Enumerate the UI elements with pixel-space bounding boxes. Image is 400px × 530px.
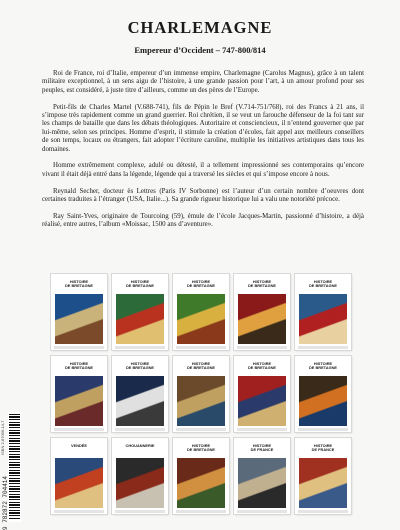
album-cover-footer: [54, 346, 104, 349]
album-cover-illustration: [299, 294, 347, 344]
album-cover: [173, 438, 229, 514]
album-cover-illustration: [238, 294, 286, 344]
album-cover-header: [234, 438, 290, 458]
album-cover-footer: [54, 510, 104, 513]
album-cover: [173, 356, 229, 432]
album-cover-footer: [298, 428, 348, 431]
album-cover-illustration: [116, 376, 164, 426]
isbn-text: ISBN 2-87096-14-7: [0, 420, 5, 455]
barcode: [8, 412, 21, 522]
album-series-label: HISTOIRE DE BRETAGNE: [308, 361, 338, 371]
paragraph-biography: Petit-fils de Charles Martel (V.688-741), fils de Pépin le Bref (V.714-751/768), roi des Francs à 21 ans, il s’impose très rapidement comme un grand guerrier. Roi chrétien, il se veut un farouche défenseur de la foi tant sur les champs de bataille que dans les débats théologiques. Autoritaire et consciencieux, il n’entend gouverner que par lui-même, selon ses principes. Homme d’esprit, il stimule la création d’écoles, fait appel aux meilleurs conseillers de son temps, locaux ou étrangers, fait adopter l’écriture caroline, multiplie les initiatives artistiques dans tous les domaines.: [42, 103, 364, 153]
page-title: CHARLEMAGNE: [127, 18, 273, 37]
album-series-label: HISTOIRE DE FRANCE: [311, 443, 335, 453]
album-cover: [51, 274, 107, 350]
album-series-label: HISTOIRE DE BRETAGNE: [247, 361, 277, 371]
album-cover-illustration: [177, 294, 225, 344]
album-cover-header: [112, 274, 168, 294]
album-cover-footer: [115, 346, 165, 349]
album-series-label: HISTOIRE DE BRETAGNE: [186, 279, 216, 289]
album-cover-header: [295, 274, 351, 294]
album-series-label: HISTOIRE DE BRETAGNE: [125, 361, 155, 371]
album-cover-header: [173, 274, 229, 294]
album-series-label: HISTOIRE DE BRETAGNE: [125, 279, 155, 289]
album-cover-footer: [115, 510, 165, 513]
album-cover-footer: [237, 346, 287, 349]
album-series-label: HISTOIRE DE BRETAGNE: [186, 361, 216, 371]
album-cover-header: [51, 274, 107, 294]
album-cover-header: [51, 438, 107, 458]
album-cover-header: [173, 356, 229, 376]
album-cover-illustration: [177, 376, 225, 426]
paragraph-legend: Homme extrêmement complexe, adulé ou détesté, il a tellement impressionné ses contemporains qu’encore vivant il était déjà entré dans la légende, légende qui a traversé les siècles et qui s’impose encore à nous.: [42, 162, 364, 178]
paragraph-author: Reynald Secher, docteur ès Lettres (Paris IV Sorbonne) est l’auteur d’un certain nombre d’oeuvres dont certaines traduites à l’étranger (USA, Italie...). Sa grande rigueur historique lui a valu une notoriété précoce.: [42, 187, 364, 204]
album-cover: [173, 274, 229, 350]
album-cover: [295, 438, 351, 514]
album-cover: [295, 356, 351, 432]
album-cover-illustration: [299, 376, 347, 426]
album-series-label: HISTOIRE DE BRETAGNE: [64, 361, 94, 371]
album-cover-footer: [176, 510, 226, 513]
album-cover-illustration: [177, 458, 225, 508]
album-cover: [112, 274, 168, 350]
album-cover: [295, 274, 351, 350]
album-cover-illustration: [238, 458, 286, 508]
album-cover-illustration: [55, 458, 103, 508]
album-cover-footer: [54, 428, 104, 431]
album-cover-header: [234, 356, 290, 376]
barcode-digits: 9 782872 704414: [2, 475, 9, 530]
album-cover-illustration: [55, 376, 103, 426]
album-cover-illustration: [116, 294, 164, 344]
album-cover-footer: [237, 510, 287, 513]
album-cover: [234, 438, 290, 514]
album-cover-header: [295, 356, 351, 376]
album-cover: [51, 356, 107, 432]
album-cover-illustration: [238, 376, 286, 426]
album-cover: [112, 438, 168, 514]
paragraph-illustrator: Ray Saint-Yves, originaire de Tourcoing (59), émule de l’école Jacques-Martin, passionné d’histoire, a déjà réalisé, entre autres, l’album «Moissac, 1500 ans d’aventure».: [42, 212, 364, 229]
album-cover-header: [51, 356, 107, 376]
album-cover-header: [295, 438, 351, 458]
album-cover-illustration: [55, 294, 103, 344]
album-cover-footer: [298, 510, 348, 513]
album-cover: [234, 356, 290, 432]
album-cover-header: [234, 274, 290, 294]
album-cover-footer: [176, 346, 226, 349]
album-cover-header: [112, 438, 168, 458]
album-cover: [112, 356, 168, 432]
album-cover-footer: [115, 428, 165, 431]
album-cover-illustration: [299, 458, 347, 508]
paragraph-intro: Roi de France, roi d’Italie, empereur d’un immense empire, Charlemagne (Carolus Magnus), grâce à un talent militaire exceptionnel, à un sens aigu de l’histoire, à une grande passion pour l’art, à un amour profond pour ses peuples, est considéré, à juste titre d’ailleurs, comme un des pères de l’Europe.: [42, 70, 364, 94]
album-cover-header: [173, 438, 229, 458]
album-series-label: HISTOIRE DE BRETAGNE: [247, 279, 277, 289]
barcode-bars: [9, 414, 20, 520]
album-cover-footer: [298, 346, 348, 349]
album-series-label: VENDÉE: [71, 443, 87, 448]
album-cover: [234, 274, 290, 350]
description-text: [42, 70, 364, 238]
album-cover-header: [112, 356, 168, 376]
page-subtitle: Empereur d’Occident – 747-800/814: [134, 45, 266, 55]
album-cover-illustration: [116, 458, 164, 508]
album-series-label: HISTOIRE DE FRANCE: [250, 443, 274, 453]
album-series-label: HISTOIRE DE BRETAGNE: [186, 443, 216, 453]
album-series-label: HISTOIRE DE BRETAGNE: [64, 279, 94, 289]
album-series-label: HISTOIRE DE BRETAGNE: [308, 279, 338, 289]
album-cover: [51, 438, 107, 514]
album-series-label: CHOUANNERIE: [125, 443, 155, 448]
album-cover-footer: [237, 428, 287, 431]
album-cover-footer: [176, 428, 226, 431]
